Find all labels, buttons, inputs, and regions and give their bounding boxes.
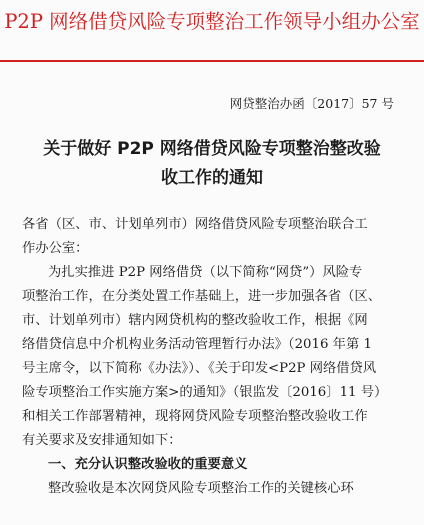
paragraph-line: 和相关工作部署精神，现将网贷风险专项整治整改验收工作 <box>22 409 368 424</box>
issuing-authority-header: P2P 网络借贷风险专项整治工作领导小组办公室 <box>4 10 420 33</box>
paragraph-line: 号主席令，以下简称《办法》）、《关于印发<P2P 网络借贷风 <box>22 361 377 376</box>
paragraph-line: 项整治工作，在分类处置工作基础上，进一步加强各省（区、 <box>22 289 382 304</box>
title-line-1: 关于做好 P2P 网络借贷风险专项整治整改验 <box>43 139 381 159</box>
header-red-rule <box>0 60 424 62</box>
document-title <box>0 135 424 193</box>
paragraph-line: 有关要求及安排通知如下： <box>22 433 182 448</box>
section-heading: 一、充分认识整改验收的重要意义 <box>48 457 248 472</box>
addressee-line-1: 各省（区、市、计划单列市）网络借贷风险专项整治联合工 <box>22 217 368 232</box>
addressee-line-2: 作办公室： <box>22 241 89 256</box>
document-number: 网贷整治办函〔2017〕57 号 <box>229 96 394 111</box>
document-body <box>22 213 407 501</box>
paragraph-line: 整改验收是本次网贷风险专项整治工作的关键核心环 <box>48 481 354 496</box>
paragraph-line: 市、计划单列市）辖内网贷机构的整改验收工作，根据《网 <box>22 313 368 328</box>
paragraph-line: 为扎实推进 P2P 网络借贷（以下简称“网贷”）风险专 <box>48 265 363 280</box>
paragraph-line: 险专项整治工作实施方案>的通知》（银监发〔2016〕11 号） <box>22 385 388 400</box>
title-line-2: 收工作的通知 <box>161 168 263 188</box>
paragraph-line: 络借贷信息中介机构业务活动管理暂行办法》（2016 年第 1 <box>22 337 372 352</box>
